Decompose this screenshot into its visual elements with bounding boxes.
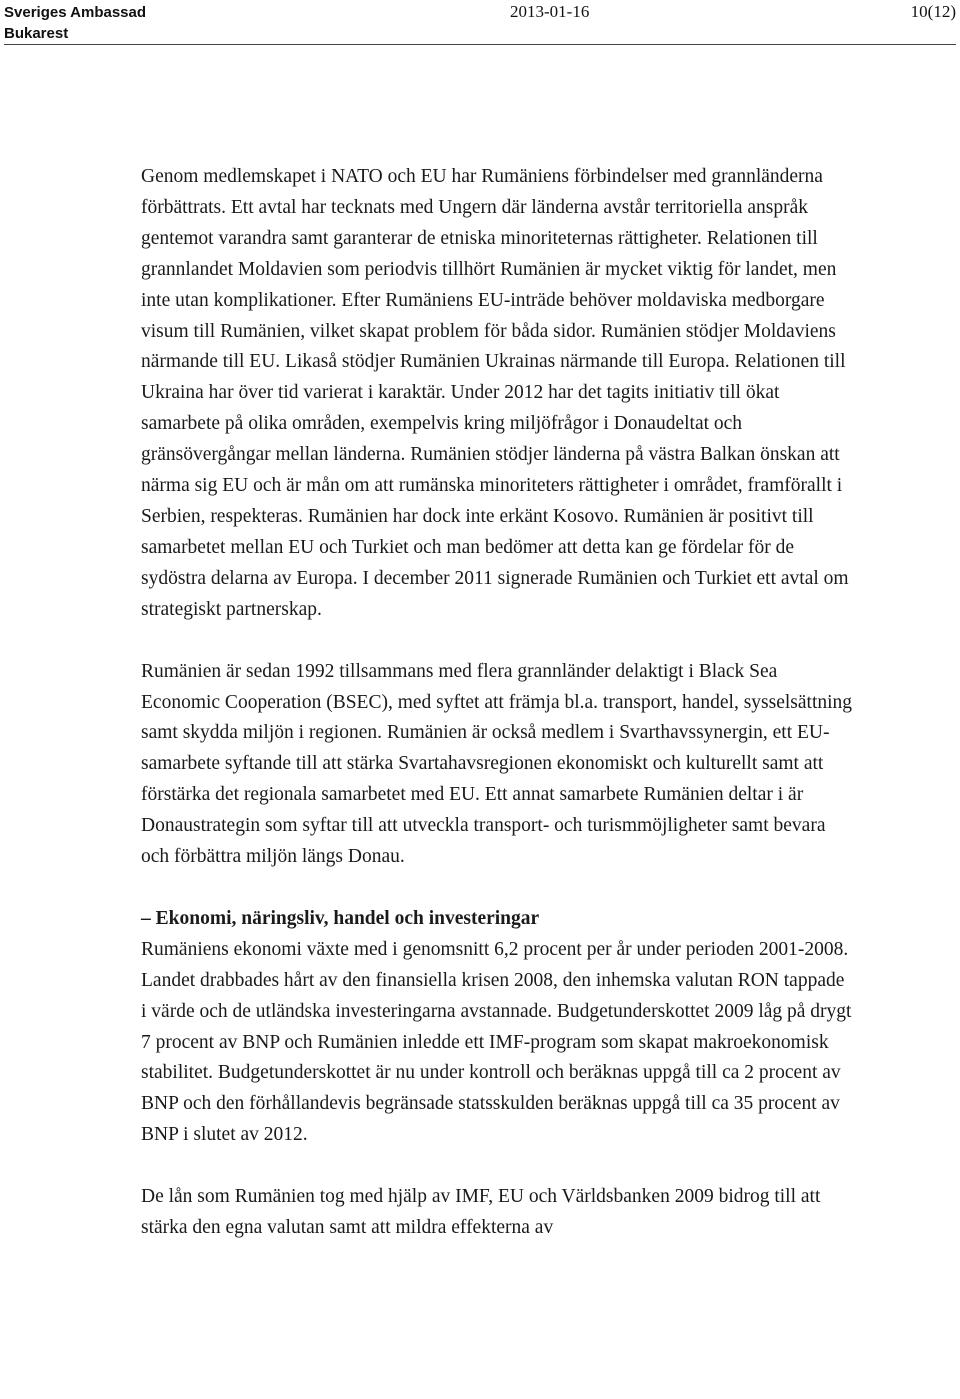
paragraph-economy: Rumäniens ekonomi växte med i genomsnitt 6,2 procent per år under perioden 2001-2008. Landet drabbades hårt av den finansiella krisen 2008, den inhemska valutan RON tappade i värde och de utländska investeringarna avstannade. Budgetunderskottet 2009 låg på drygt 7 procent av BNP och Rumänien inledde ett IMF-program som skapat makroekonomisk stabilitet. Budgetunderskottet är nu under kontroll och beräknas uppgå till ca 2 procent av BNP och den förhållandevis begränsade statsskulden beräknas uppgå till ca 35 procent av BNP i slutet av 2012. (141, 938, 852, 1146)
paragraph-regional-cooperation: Rumänien är sedan 1992 tillsammans med flera grannländer delaktigt i Black Sea Economic Cooperation (BSEC), med syftet att främja bl.a. transport, handel, sysselsättning samt skydda miljön i regionen. Rumänien är också medlem i Svarthavssynergin, ett EU-samarbete syftande till att stärka Svartahavsregionen ekonomiskt och kulturellt samt att förstärka det regionala samarbetet med EU. Ett annat samarbete Rumänien deltar i är Donaustrategin som syftar till att utveckla transport- och turismmöjligheter samt bevara och förbättra miljön längs Donau. (141, 660, 853, 868)
paragraph-loans: De lån som Rumänien tog med hjälp av IMF, EU och Världsbanken 2009 bidrog till att stärka den egna valutan samt att mildra effekterna av (141, 1186, 821, 1239)
document-date: 2013-01-16 (510, 2, 590, 21)
section-heading-economy: – Ekonomi, näringsliv, handel och investeringar (141, 907, 540, 929)
page-number: 10(12) (910, 2, 956, 21)
paragraph-foreign-relations: Genom medlemskapet i NATO och EU har Rumäniens förbindelser med grannländerna förbättrats. Ett avtal har tecknats med Ungern där länderna avstår territoriella anspråk gentemot varandra samt garanterar de etniska minoriteternas rättigheter. Relationen till grannlandet Moldavien som periodvis tillhört Rumänien är mycket viktig för landet, men inte utan komplikationer. Efter Rumäniens EU-inträde behöver moldaviska medborgare visum till Rumänien, vilket skapat problem för båda sidor. Rumänien stödjer Moldaviens närmande till EU. Likaså stödjer Rumänien Ukrainas närmande till Europa. Relationen till Ukraina har över tid varierat i karaktär. Under 2012 har det tagits initiativ till ökat samarbete på olika områden, exempelvis kring miljöfrågor i Donaudeltat och gränsövergångar mellan länderna. Rumänien stödjer länderna på västra Balkan önskan att närma sig EU och är mån om att rumänska minoriteters rättigheter i området, framförallt i Serbien, respekteras. Rumänien har dock inte erkänt Kosovo. Rumänien är positivt till samarbetet mellan EU och Turkiet och man bedömer att detta kan ge fördelar för de sydöstra delarna av Europa. I december 2011 signerade Rumänien och Turkiet ett avtal om strategiskt partnerskap. (141, 166, 849, 620)
page-header (0, 0, 960, 48)
embassy-name (4, 2, 146, 44)
embassy-line-1: Sveriges Ambassad (4, 4, 147, 21)
embassy-line-2: Bukarest (4, 25, 69, 42)
header-divider (4, 44, 956, 45)
document-body (141, 162, 853, 1244)
